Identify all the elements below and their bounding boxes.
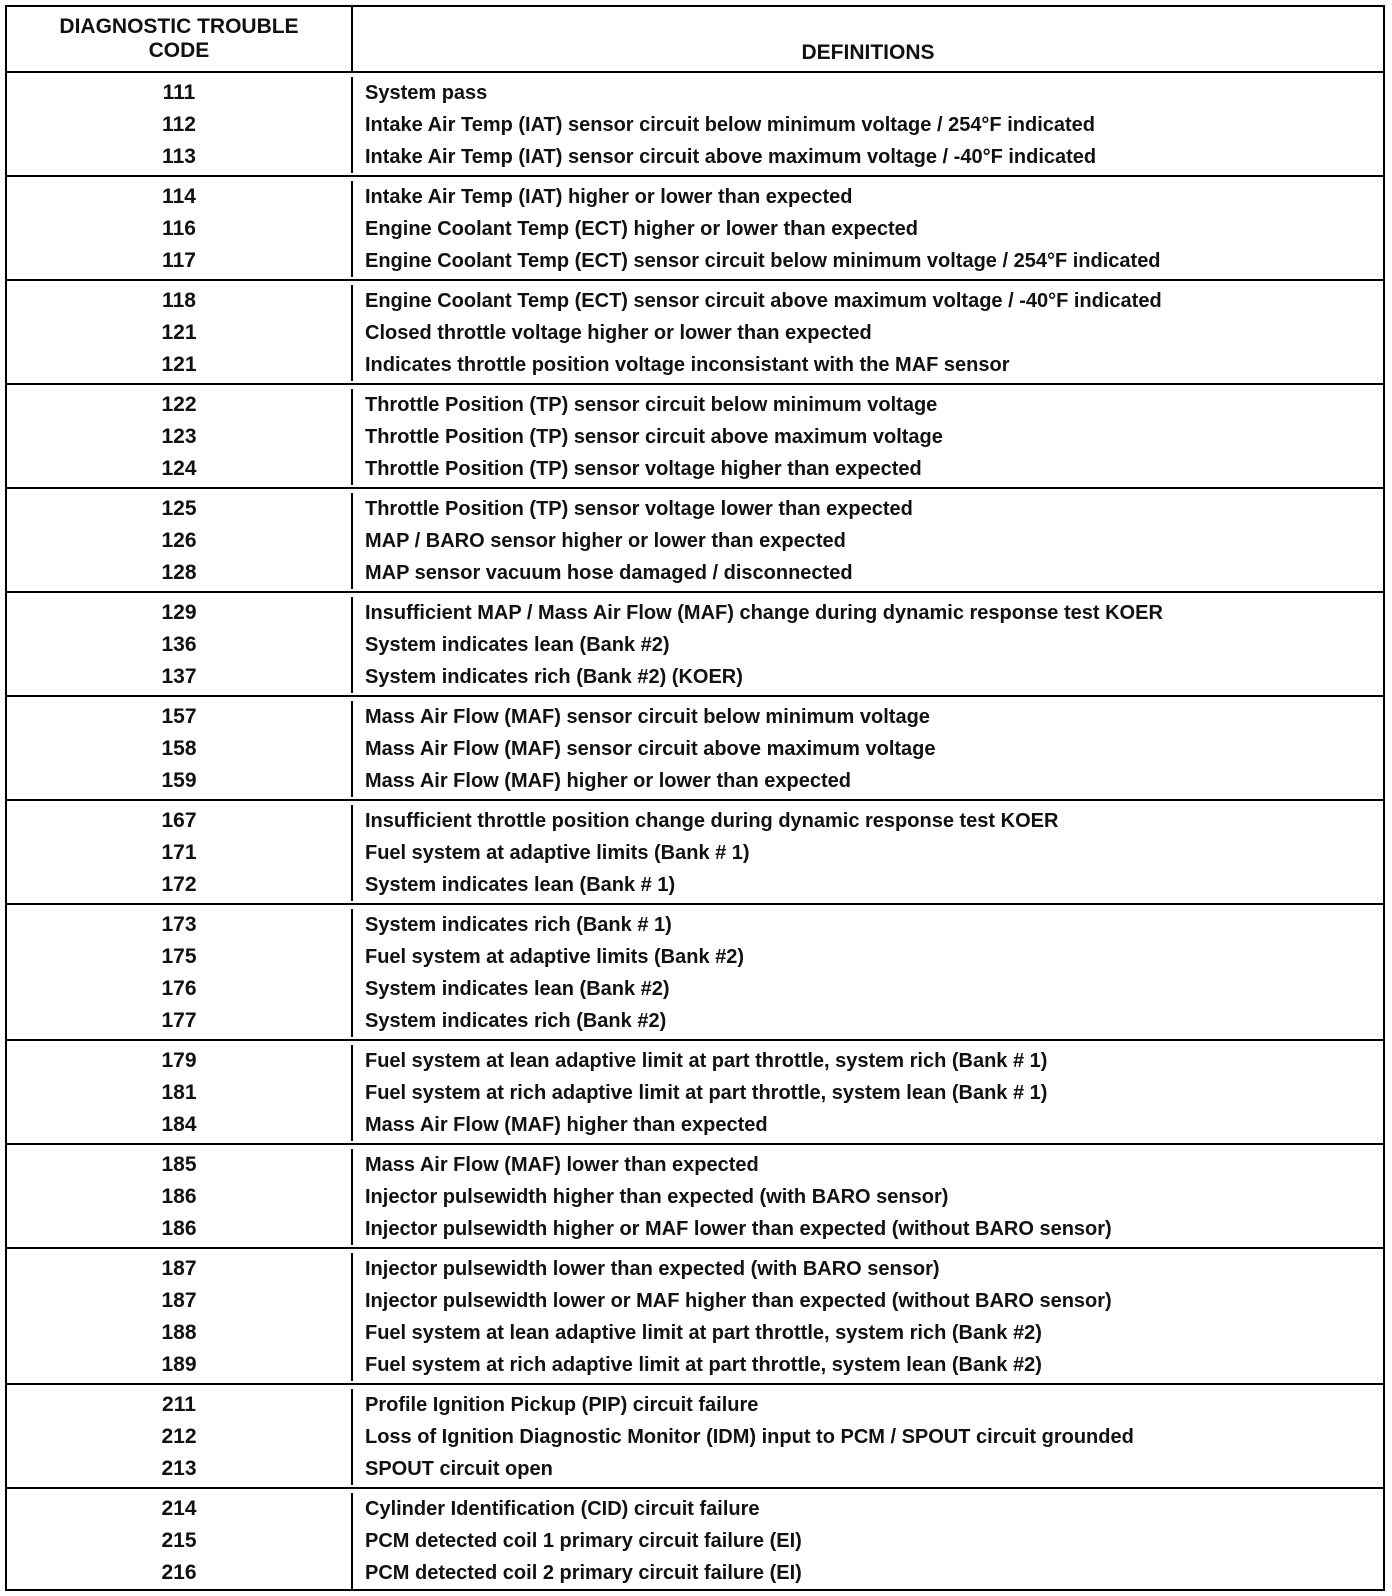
dtc-definition: Fuel system at adaptive limits (Bank # 1): [365, 842, 750, 864]
dtc-code: 186: [161, 1185, 197, 1208]
dtc-definition: Throttle Position (TP) sensor circuit below minimum voltage: [365, 394, 938, 416]
dtc-definition: MAP sensor vacuum hose damaged / disconnected: [365, 562, 853, 584]
dtc-code: 212: [161, 1425, 197, 1448]
dtc-definition: Mass Air Flow (MAF) sensor circuit below minimum voltage: [365, 706, 930, 728]
dtc-definition: Fuel system at lean adaptive limit at part throttle, system rich (Bank # 1): [365, 1050, 1048, 1072]
dtc-definition: Insufficient throttle position change during dynamic response test KOER: [365, 810, 1059, 832]
dtc-code: 187: [161, 1257, 197, 1280]
row-group: [7, 697, 1383, 801]
row-group: [7, 281, 1383, 385]
dtc-definition: Mass Air Flow (MAF) higher than expected: [365, 1114, 768, 1136]
dtc-code: 126: [161, 529, 197, 552]
table-header: [7, 7, 1383, 73]
dtc-definition: MAP / BARO sensor higher or lower than expected: [365, 530, 846, 552]
dtc-code: 121: [161, 321, 197, 344]
code-column: [7, 597, 353, 693]
definition-column: [353, 1149, 1383, 1245]
dtc-definition: SPOUT circuit open: [365, 1458, 553, 1480]
dtc-definition: Loss of Ignition Diagnostic Monitor (IDM) input to PCM / SPOUT circuit grounded: [365, 1426, 1134, 1448]
definition-column: [353, 805, 1383, 901]
dtc-code: 112: [162, 113, 196, 136]
dtc-code: 173: [161, 913, 197, 936]
code-column: [7, 805, 353, 901]
code-column: [7, 701, 353, 797]
dtc-code: 176: [161, 977, 197, 1000]
code-column: [7, 1253, 353, 1381]
code-column: [7, 1149, 353, 1245]
dtc-definition: Throttle Position (TP) sensor voltage lower than expected: [365, 498, 913, 520]
dtc-code: 186: [161, 1217, 197, 1240]
row-group: [7, 1041, 1383, 1145]
header-code-line1: DIAGNOSTIC TROUBLE: [59, 15, 299, 38]
definition-column: [353, 909, 1383, 1037]
dtc-definition: Throttle Position (TP) sensor circuit above maximum voltage: [365, 426, 943, 448]
definition-column: [353, 701, 1383, 797]
row-group: [7, 489, 1383, 593]
dtc-definition: System indicates lean (Bank # 1): [365, 874, 676, 896]
dtc-definition: Fuel system at rich adaptive limit at part throttle, system lean (Bank # 1): [365, 1082, 1048, 1104]
dtc-code: 185: [161, 1153, 197, 1176]
dtc-code: 157: [161, 705, 197, 728]
dtc-definition: Injector pulsewidth lower or MAF higher than expected (without BARO sensor): [365, 1290, 1112, 1312]
dtc-definition: Closed throttle voltage higher or lower than expected: [365, 322, 872, 344]
dtc-code: 181: [161, 1081, 197, 1104]
definition-column: [353, 1045, 1383, 1141]
code-column: [7, 1045, 353, 1141]
row-group: [7, 385, 1383, 489]
definition-column: [353, 1253, 1383, 1381]
row-group: [7, 1145, 1383, 1249]
dtc-definition: System indicates rich (Bank #2) (KOER): [365, 666, 743, 688]
dtc-code: 213: [161, 1457, 197, 1480]
dtc-definition: PCM detected coil 2 primary circuit failure (EI): [365, 1562, 802, 1584]
dtc-code: 128: [161, 561, 197, 584]
dtc-code: 175: [161, 945, 197, 968]
dtc-code: 158: [161, 737, 197, 760]
dtc-code: 159: [161, 769, 197, 792]
code-column: [7, 909, 353, 1037]
row-group: [7, 73, 1383, 177]
definition-column: [353, 1493, 1383, 1589]
dtc-definition: Fuel system at rich adaptive limit at part throttle, system lean (Bank #2): [365, 1354, 1042, 1376]
dtc-definition: Fuel system at adaptive limits (Bank #2): [365, 946, 745, 968]
dtc-code: 177: [161, 1009, 197, 1032]
definition-column: [353, 1389, 1383, 1485]
header-definitions: DEFINITIONS: [801, 41, 935, 64]
row-group: [7, 177, 1383, 281]
dtc-definition: Fuel system at lean adaptive limit at part throttle, system rich (Bank #2): [365, 1322, 1042, 1344]
code-column: [7, 493, 353, 589]
dtc-definition: Engine Coolant Temp (ECT) sensor circuit below minimum voltage / 254°F indicated: [365, 250, 1161, 272]
dtc-code: 215: [161, 1529, 197, 1552]
definition-column: [353, 389, 1383, 485]
code-column: [7, 389, 353, 485]
dtc-code: 125: [161, 497, 197, 520]
dtc-definition: Engine Coolant Temp (ECT) higher or lower than expected: [365, 218, 919, 240]
row-group: [7, 1249, 1383, 1385]
dtc-code: 216: [161, 1561, 197, 1584]
header-code-line2: CODE: [148, 39, 210, 62]
dtc-code: 167: [161, 809, 197, 832]
dtc-code: 179: [161, 1049, 197, 1072]
row-group: [7, 1385, 1383, 1489]
code-column: [7, 77, 353, 173]
code-column: [7, 1389, 353, 1485]
dtc-definition: Injector pulsewidth higher than expected (with BARO sensor): [365, 1186, 949, 1208]
dtc-code: 124: [161, 457, 197, 480]
dtc-definition: Engine Coolant Temp (ECT) sensor circuit above maximum voltage / -40°F indicated: [365, 290, 1162, 312]
dtc-code: 172: [161, 873, 197, 896]
dtc-code: 121: [161, 353, 197, 376]
dtc-code: 184: [161, 1113, 197, 1136]
dtc-code: 211: [162, 1393, 196, 1416]
dtc-definition: Mass Air Flow (MAF) higher or lower than expected: [365, 770, 851, 792]
definition-column: [353, 77, 1383, 173]
dtc-code: 114: [162, 185, 196, 208]
dtc-definition: Insufficient MAP / Mass Air Flow (MAF) change during dynamic response test KOER: [365, 602, 1163, 624]
dtc-code: 116: [162, 217, 196, 240]
dtc-definition: Cylinder Identification (CID) circuit failure: [365, 1498, 760, 1520]
code-column: [7, 1493, 353, 1589]
dtc-definition: Mass Air Flow (MAF) lower than expected: [365, 1154, 759, 1176]
dtc-code: 113: [162, 145, 196, 168]
dtc-definition: Mass Air Flow (MAF) sensor circuit above maximum voltage: [365, 738, 936, 760]
dtc-code: 214: [161, 1497, 197, 1520]
dtc-table: [5, 5, 1385, 1591]
row-group: [7, 593, 1383, 697]
dtc-definition: Profile Ignition Pickup (PIP) circuit failure: [365, 1394, 759, 1416]
row-group: [7, 801, 1383, 905]
dtc-code: 122: [161, 393, 197, 416]
dtc-definition: System pass: [365, 82, 488, 104]
dtc-code: 137: [161, 665, 197, 688]
dtc-definition: Intake Air Temp (IAT) higher or lower than expected: [365, 186, 853, 208]
code-column: [7, 181, 353, 277]
dtc-definition: System indicates lean (Bank #2): [365, 634, 670, 656]
dtc-code: 129: [161, 601, 197, 624]
dtc-definition: Injector pulsewidth lower than expected (with BARO sensor): [365, 1258, 940, 1280]
definition-column: [353, 597, 1383, 693]
dtc-definition: System indicates rich (Bank # 1): [365, 914, 672, 936]
definition-column: [353, 493, 1383, 589]
definition-column: [353, 181, 1383, 277]
row-group: [7, 905, 1383, 1041]
dtc-definition: Intake Air Temp (IAT) sensor circuit above maximum voltage / -40°F indicated: [365, 146, 1097, 168]
dtc-code: 118: [162, 289, 196, 312]
definition-column: [353, 285, 1383, 381]
header-definitions-cell: [353, 7, 1383, 71]
code-column: [7, 285, 353, 381]
table-body: [7, 73, 1383, 1591]
dtc-code: 117: [162, 249, 196, 272]
dtc-code: 123: [161, 425, 197, 448]
dtc-definition: PCM detected coil 1 primary circuit failure (EI): [365, 1530, 802, 1552]
dtc-code: 188: [161, 1321, 197, 1344]
row-group: [7, 1489, 1383, 1591]
dtc-definition: Throttle Position (TP) sensor voltage higher than expected: [365, 458, 922, 480]
header-code-cell: [7, 7, 353, 71]
dtc-definition: Injector pulsewidth higher or MAF lower than expected (without BARO sensor): [365, 1218, 1112, 1240]
dtc-definition: System indicates rich (Bank #2): [365, 1010, 667, 1032]
dtc-code: 136: [161, 633, 197, 656]
dtc-code: 111: [162, 81, 196, 104]
dtc-code: 187: [161, 1289, 197, 1312]
dtc-definition: Intake Air Temp (IAT) sensor circuit below minimum voltage / 254°F indicated: [365, 114, 1095, 136]
dtc-code: 171: [161, 841, 197, 864]
dtc-definition: Indicates throttle position voltage inconsistant with the MAF sensor: [365, 354, 1010, 376]
dtc-code: 189: [161, 1353, 197, 1376]
dtc-definition: System indicates lean (Bank #2): [365, 978, 670, 1000]
